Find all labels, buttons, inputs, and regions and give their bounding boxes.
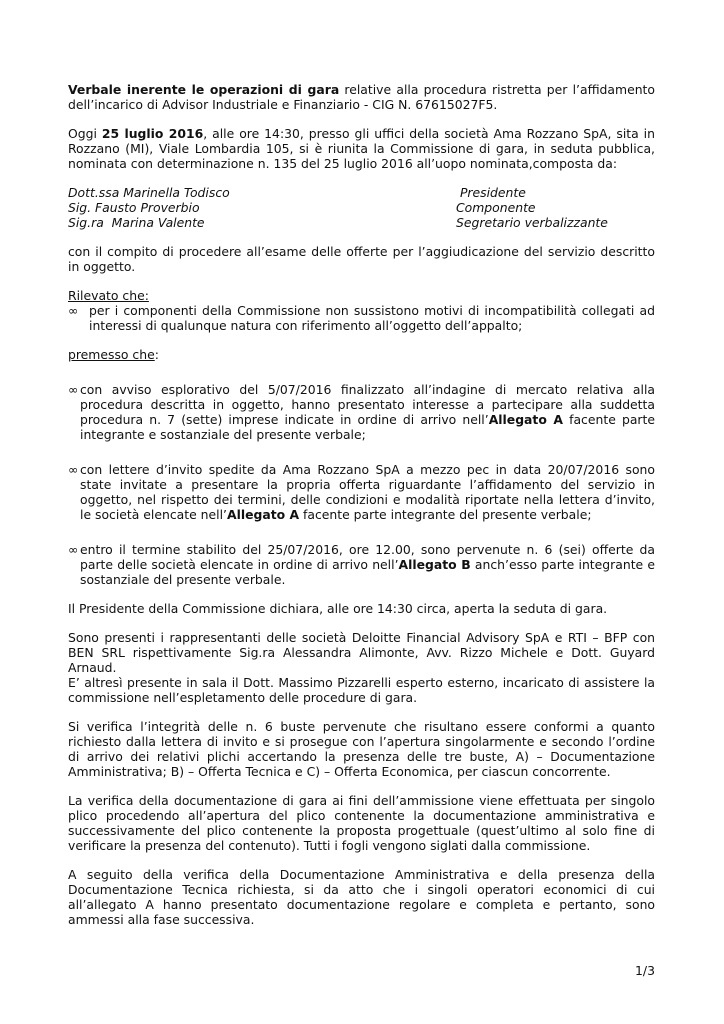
commission-row (68, 200, 655, 215)
document-body (68, 82, 655, 927)
premesso-item-2: ∞ con lettere d’invito spedite da Ama Rozzano SpA a mezzo pec in data 20/07/2016 sono state invitate a presentare la propria offerta riguardante l’affidamento del servizio in oggetto, nel rispetto dei termini, delle condizioni e modalità riportate nella lettera d’invito, le società elencate nell’Allegato A facente parte integrante del presente verbale; (68, 462, 655, 522)
commission-row (68, 185, 655, 200)
rilevato-item (68, 303, 655, 333)
allegato-ref: Allegato A (226, 507, 300, 522)
meeting-text: , alle ore 14:30, presso gli uffici della società Ama Rozzano SpA, sita in Rozzano (MI), Viale Lombardia 105, si è riunita la Commissione di gara, in seduta pubblica, nominata con determinazione n. 135 del 25 luglio 2016 all’uopo nominata,composta da: (68, 126, 655, 171)
infinity-bullet-icon: ∞ (68, 462, 79, 477)
verification-paragraph: Si verifica l’integrità delle n. 6 buste pervenute che risultano essere conformi a quanto richiesto dalla lettera di invito e si prosegue con l’apertura singolarmente e secondo l’ordine di arrivo dei relativi plichi accertando la presenza delle tre buste, A) – Documentazione Amministrativa; B) – Offerta Tecnica e C) – Offerta Economica, per ciascun concorrente. (68, 719, 655, 779)
member-name: Sig. Fausto Proverbio (68, 200, 200, 215)
commission-list (68, 185, 655, 230)
intro-bold: Verbale inerente le operazioni di gara (68, 82, 340, 97)
member-role: Presidente (456, 185, 526, 200)
rilevato-heading: Rilevato che: (68, 288, 149, 303)
infinity-bullet-icon: ∞ (68, 542, 79, 557)
opening-paragraph: Il Presidente della Commissione dichiara, alle ore 14:30 circa, aperta la seduta di gara. (68, 601, 608, 616)
allegato-ref: Allegato A (488, 412, 563, 427)
premesso-heading: premesso che: (68, 347, 159, 362)
member-role: Segretario verbalizzante (456, 215, 608, 230)
intro-text: relative alla procedura ristretta per l’affidamento dell’incarico di Advisor Industriale e Finanziario - CIG N. 67615027F5. (68, 82, 655, 112)
meeting-date: 25 luglio 2016 (101, 126, 204, 141)
attendees-paragraph: Sono presenti i rappresentanti delle società Deloitte Financial Advisory SpA e RTI – BFP con BEN SRL rispettivamente Sig.ra Alessandra Alimonte, Avv. Rizzo Michele e Dott. Guyard Arnaud. (68, 630, 655, 675)
expert-paragraph: E’ altresì presente in sala il Dott. Massimo Pizzarelli esperto esterno, incaricato di assistere la commissione nell’espletamento delle procedure di gara. (68, 675, 655, 705)
rilevato-text: per i componenti della Commissione non sussistono motivi di incompatibilità collegati ad interessi di qualunque natura con riferimento all’oggetto dell’appalto; (89, 303, 655, 333)
page-number: 1/3 (635, 963, 655, 978)
premesso-item-1: ∞ con avviso esplorativo del 5/07/2016 finalizzato all’indagine di mercato relativa alla procedura descritta in oggetto, hanno presentato interesse a partecipare alla suddetta procedura n. 7 (sette) imprese indicate in ordine di arrivo nell’Allegato A facente parte integrante e sostanziale del presente verbale; (68, 382, 656, 442)
infinity-bullet-icon: ∞ (68, 303, 79, 318)
intro-paragraph (68, 82, 655, 112)
premesso-item-3: ∞ entro il termine stabilito del 25/07/2016, ore 12.00, sono pervenute n. 6 (sei) offerte da parte delle società elencate in ordine di arrivo nell’Allegato B anch’esso parte integrante e sostanziale del presente verbale. (68, 542, 655, 587)
admission-paragraph: A seguito della verifica della Documentazione Amministrativa e della presenza della Documentazione Tecnica richiesta, si da atto che i singoli operatori economici di cui all’allegato A hanno presentato documentazione regolare e completa e pertanto, sono ammessi alla fase successiva. (68, 867, 655, 927)
task-paragraph: con il compito di procedere all’esame delle offerte per l’aggiudicazione del servizio descritto in oggetto. (68, 244, 655, 274)
meeting-paragraph (68, 126, 655, 171)
documentation-paragraph: La verifica della documentazione di gara ai fini dell’ammissione viene effettuata per singolo plico procedendo all’apertura del plico contenente la documentazione amministrativa e successivamente del plico contenente la proposta progettuale (quest’ultimo al solo fine di verificare la presenza del contenuto). Tutti i fogli vengono siglati dalla commissione. (68, 793, 655, 853)
infinity-bullet-icon: ∞ (68, 382, 79, 397)
commission-row (68, 215, 655, 230)
member-name: Dott.ssa Marinella Todisco (68, 185, 230, 200)
member-name: Sig.ra Marina Valente (68, 215, 205, 230)
allegato-ref: Allegato B (398, 557, 471, 572)
meeting-pre: Oggi (68, 126, 102, 141)
member-role: Componente (456, 200, 536, 215)
